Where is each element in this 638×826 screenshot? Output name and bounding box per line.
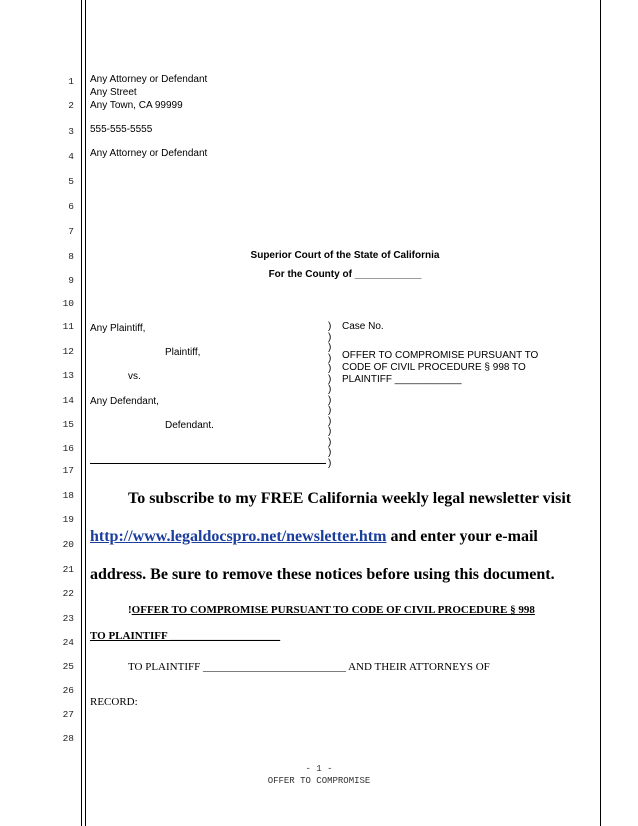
caption-paren: ) [328, 384, 332, 395]
line-number: 27 [62, 709, 74, 720]
line-number: 11 [62, 321, 74, 332]
line-number: 17 [62, 465, 74, 476]
notice-line-2-rest: and enter your e-mail [386, 528, 538, 545]
caption-paren: ) [328, 436, 332, 448]
caption-paren: ) [328, 342, 332, 353]
line-number: 10 [62, 298, 74, 309]
caption-paren: ) [328, 352, 332, 364]
caption-paren: ) [328, 373, 332, 385]
notice-line-2 [90, 528, 538, 546]
body-paragraph-line-1: TO PLAINTIFF __________________________ AND THEIR ATTORNEYS OF [128, 661, 490, 673]
margin-rule-left-outer [81, 0, 82, 826]
caption-plaintiff-role: Plaintiff, [165, 347, 201, 358]
heading-mark: ! [128, 604, 132, 616]
caption-underline [90, 463, 326, 464]
caption-paren: ) [328, 363, 332, 374]
line-number: 25 [62, 661, 74, 672]
caption-plaintiff: Any Plaintiff, [90, 323, 146, 334]
caption-paren: ) [328, 331, 332, 343]
attorney-role: Any Attorney or Defendant [90, 148, 208, 159]
line-number: 9 [68, 275, 74, 286]
line-number: 5 [68, 176, 74, 187]
line-number: 12 [62, 346, 74, 357]
attorney-city: Any Town, CA 99999 [90, 100, 183, 111]
line-number: 22 [62, 588, 74, 599]
caption-paren: ) [328, 426, 332, 437]
court-county: For the County of ____________ [268, 269, 422, 280]
margin-rule-right [600, 0, 601, 826]
line-number: 4 [68, 151, 74, 162]
footer-page-number: - 1 - [305, 764, 333, 774]
court-title: Superior Court of the State of California [250, 250, 440, 261]
line-number: 24 [62, 637, 74, 648]
line-number: 26 [62, 685, 74, 696]
line-number: 7 [68, 226, 74, 237]
line-number: 6 [68, 201, 74, 212]
line-number: 28 [62, 733, 74, 744]
line-number: 19 [62, 514, 74, 525]
line-number: 8 [68, 251, 74, 262]
line-number: 3 [68, 126, 74, 137]
notice-line-3: address. Be sure to remove these notices before using this document. [90, 566, 555, 583]
line-number: 13 [62, 370, 74, 381]
caption-paren: ) [328, 415, 332, 427]
attorney-street: Any Street [90, 87, 137, 98]
line-number: 15 [62, 419, 74, 430]
footer-title: OFFER TO COMPROMISE [267, 776, 371, 786]
caption-paren: ) [328, 447, 332, 458]
offer-heading-line-1 [128, 604, 535, 616]
line-number: 2 [68, 100, 74, 111]
case-number-label: Case No. [342, 321, 384, 332]
margin-rule-left-inner [85, 0, 86, 826]
line-number: 20 [62, 539, 74, 550]
line-number: 14 [62, 395, 74, 406]
caption-vs: vs. [128, 371, 141, 382]
heading-text: OFFER TO COMPROMISE PURSUANT TO CODE OF CIVIL PROCEDURE § 998 [131, 604, 535, 616]
document-title-line-3: PLAINTIFF ____________ [342, 374, 462, 385]
caption-paren: ) [328, 394, 332, 406]
caption-paren: ) [328, 321, 332, 332]
newsletter-link[interactable]: http://www.legaldocspro.net/newsletter.htm [90, 528, 387, 545]
line-number: 23 [62, 613, 74, 624]
line-number: 18 [62, 490, 74, 501]
caption-paren: ) [328, 405, 332, 416]
attorney-name: Any Attorney or Defendant [90, 74, 208, 85]
notice-line-1: To subscribe to my FREE California weekly legal newsletter visit [128, 490, 572, 507]
caption-defendant-role: Defendant. [165, 420, 214, 431]
attorney-phone: 555-555-5555 [90, 124, 153, 135]
caption-paren: ) [328, 457, 332, 469]
body-paragraph-line-2: RECORD: [90, 696, 138, 708]
line-number: 21 [62, 564, 74, 575]
offer-heading-line-2: TO PLAINTIFF ____________________ [90, 630, 281, 642]
document-title-line-1: OFFER TO COMPROMISE PURSUANT TO [342, 350, 539, 361]
line-number: 16 [62, 443, 74, 454]
caption-defendant: Any Defendant, [90, 396, 159, 407]
line-number: 1 [68, 76, 74, 87]
document-title-line-2: CODE OF CIVIL PROCEDURE § 998 TO [342, 362, 526, 373]
